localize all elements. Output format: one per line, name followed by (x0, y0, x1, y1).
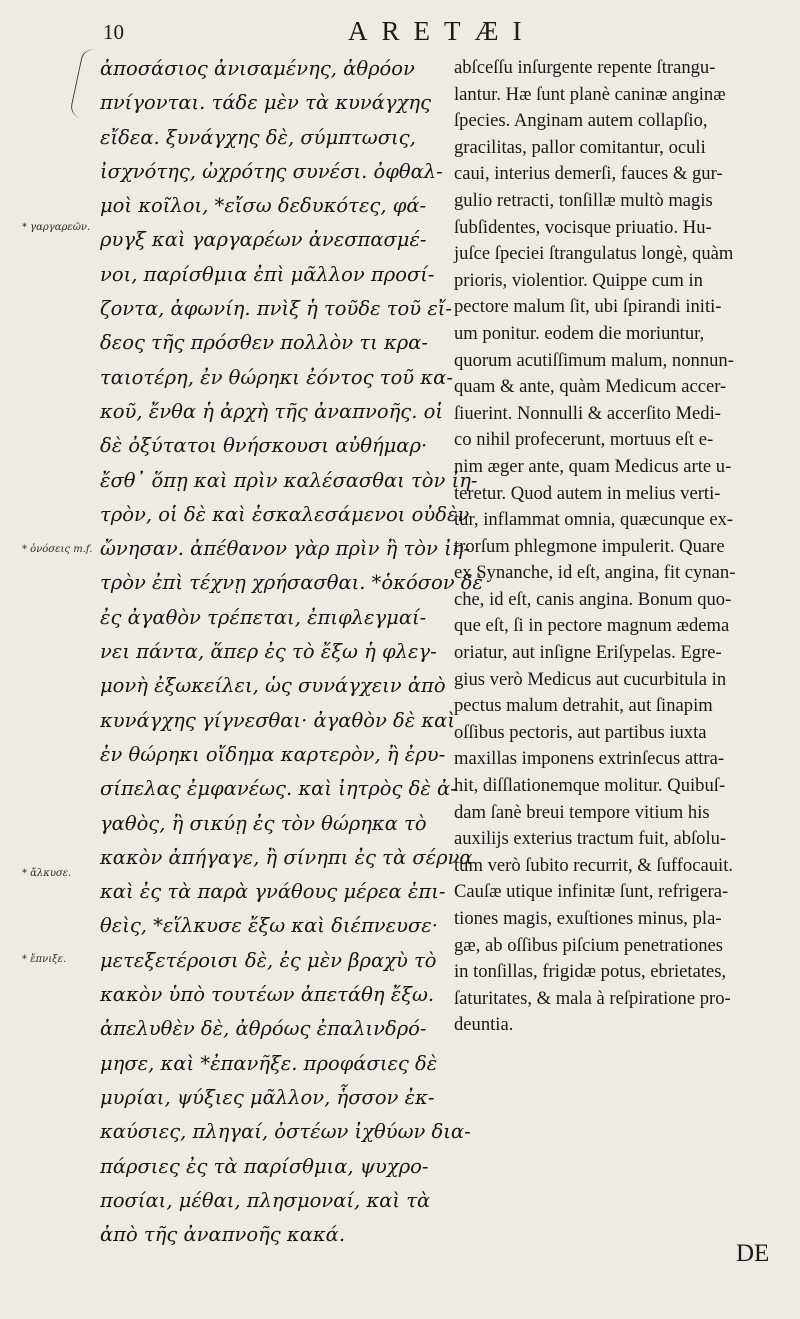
page-number: 10 (103, 20, 124, 44)
latin-text-line: nim æger ante, quam Medicus arte u- (454, 455, 732, 477)
greek-text-line: νοι, παρίσθμια ἐπὶ μᾶλλον προσί- (100, 262, 435, 286)
latin-text-line: ſiuerint. Nonnulli & accerſito Medi- (454, 402, 721, 424)
margin-note: * γαργαρεῶν. (22, 222, 91, 233)
margin-note: * ἄλκυσε. (22, 868, 72, 879)
opening-bracket-mark (69, 47, 98, 119)
greek-text-line: εἴδεα. ξυνάγχης δὲ, σύμπτωσις, (100, 125, 416, 149)
latin-text-line: tiones magis, exuſtiones minus, pla- (454, 908, 722, 929)
latin-text-column (454, 55, 784, 1039)
greek-text-line: ταιοτέρη, ἐν θώρηκι ἐόντος τοῦ κα- (100, 365, 453, 389)
latin-text-line: quam & ante, quàm Medicum accer- (454, 376, 727, 398)
greek-text-line: ἀπελυθὲν δὲ, ἀθρόως ἐπαλινδρό- (100, 1017, 427, 1041)
latin-text-line: gracilitas, pallor comitantur, oculi (454, 136, 706, 158)
latin-text-line: maxillas imponens extrinſecus attra- (454, 748, 725, 770)
greek-text-line: ἀποσάσιος ἀνισαμένης, ἀθρόον (100, 57, 415, 80)
latin-text-line: pectus malum detrahit, aut ſinapim (454, 695, 713, 717)
greek-text-line: μησε, καὶ *ἐπανῆξε. προφάσιες δὲ (100, 1051, 438, 1075)
greek-text-line: τρὸν ἐπὶ τέχνῃ χρήσασθαι. *ὁκόσον δὲ (100, 571, 484, 595)
greek-text-line: πνίγονται. τάδε μὲν τὰ κυνάγχης (100, 91, 432, 115)
greek-text-line: μυρίαι, ψύξιες μᾶλλον, ἧσσον ἐκ- (100, 1085, 435, 1109)
greek-text-line: μοὶ κοῖλοι, *εἴσω δεδυκότες, φά- (100, 194, 427, 218)
latin-text-line: teretur. Quod autem in melius verti- (454, 482, 721, 504)
greek-text-line: κυνάγχης γίγνεσθαι· ἀγαθὸν δὲ καὶ (100, 708, 455, 732)
greek-text-line: ἔσθ᾽ ὅπῃ καὶ πρὶν καλέσασθαι τὸν ἰη- (100, 468, 478, 492)
greek-text-line: ὤνησαν. ἀπέθανον γὰρ πρὶν ἢ τὸν ἰη- (100, 537, 471, 561)
latin-text-line: ſaturitates, & mala à reſpiratione pro- (454, 987, 731, 1009)
latin-text-line: caui, interius demerſi, fauces & gur- (454, 163, 723, 185)
greek-text-line: ζοντα, ἀφωνίη. πνὶξ ἡ τοῦδε τοῦ εἴ- (100, 297, 453, 321)
greek-text-line: κοῦ, ἔνθα ἡ ἀρχὴ τῆς ἀναπνοῆς. οἱ (100, 399, 443, 423)
greek-text-line: μετεξετέροισι δὲ, ἐς μὲν βραχὺ τὸ (100, 948, 437, 972)
latin-text-line: gulio retracti, tonſillæ multò magis (454, 189, 713, 211)
latin-text-line: auxilijs exterius tractum fuit, abſolu- (454, 828, 727, 850)
margin-note: * ἔπνιξε. (22, 954, 67, 965)
greek-text-line: ρυγξ καὶ γαργαρέων ἀνεσπασμέ- (100, 228, 427, 252)
margin-note: * ὀνόσεις m.f. (22, 544, 93, 555)
latin-text-line: prioris, violentior. Quippe cum in (454, 269, 703, 291)
running-head: ARETÆI (348, 16, 536, 46)
latin-text-line: lantur. Hæ ſunt planè caninæ anginæ (454, 83, 726, 105)
greek-text-line: ἐς ἀγαθὸν τρέπεται, ἐπιφλεγμαί- (100, 605, 427, 629)
greek-text-line: δὲ ὀξύτατοι θνήσκουσι αὐθήμαρ· (100, 434, 428, 458)
greek-text-line: δεος τῆς πρόσθεν πολλὸν τι κρα- (100, 331, 428, 355)
greek-text-line: σίπελας ἐμφανέως. καὶ ἰητρὸς δὲ ἀ- (100, 777, 457, 801)
latin-text-line: Cauſæ utique infinitæ ſunt, refrigera- (454, 881, 729, 903)
latin-text-line: quorum acutiſſimum malum, nonnun- (454, 349, 734, 371)
latin-text-line: dam ſanè breui tempore vitium his (454, 801, 710, 823)
latin-text-line: tur, inflammat omnia, quæcunque ex- (454, 509, 734, 531)
greek-text-line: ἐν θώρηκι οἴδημα καρτερὸν, ἢ ἐρυ- (100, 742, 446, 766)
latin-text-line: pectore malum ſit, ubi ſpirandi initi- (454, 296, 722, 318)
greek-text-line: θεὶς, *εἵλκυσε ἔξω καὶ διέπνευσε· (100, 914, 438, 938)
latin-text-line: gius verò Medicus aut cucurbitula in (454, 668, 727, 690)
latin-text-line: oſſibus pectoris, aut partibus iuxta (454, 721, 707, 743)
greek-text-line: γαθὸς, ἢ σικύῃ ἐς τὸν θώρηκα τὸ (100, 811, 427, 835)
latin-text-line: che, id eſt, canis angina. Bonum quo- (454, 588, 732, 610)
greek-text-line: καὶ ἐς τὰ παρὰ γνάθους μέρεα ἐπι- (100, 880, 446, 904)
greek-text-line: μονὴ ἐξωκείλει, ὡς συνάγχειν ἀπὸ (100, 674, 446, 698)
latin-text-line: oriatur, aut inſigne Eriſypelas. Egre- (454, 642, 722, 664)
latin-text-line: juſce ſpeciei ſtrangulatus longè, quàm (454, 243, 734, 265)
latin-text-line: trorſum phlegmone impulerit. Quare (454, 535, 725, 557)
latin-text-line: deuntia. (454, 1014, 514, 1036)
catchword: DE (736, 1240, 770, 1267)
latin-text-line: ſubſidentes, vocisque priuatio. Hu- (454, 216, 712, 238)
latin-text-line: tum verò ſubito recurrit, & ſuffocauit. (454, 854, 734, 876)
greek-text-line: ἀπὸ τῆς ἀναπνοῆς κακά. (100, 1223, 346, 1247)
greek-text-line: κακὸν ἀπήγαγε, ἢ σίνηπι ἐς τὰ σέρνα (100, 845, 473, 869)
latin-text-line: ſpecies. Anginam autem collapſio, (454, 110, 708, 132)
latin-text-line: in tonſillas, frigidæ potus, ebrietates, (454, 961, 727, 983)
greek-text-line: κακὸν ὑπὸ τουτέων ἀπετάθη ἔξω. (100, 983, 435, 1007)
greek-text-line: ποσίαι, μέθαι, πλησμοναί, καὶ τὰ (100, 1188, 431, 1212)
latin-text-line: um ponitur. eodem die moriuntur, (454, 322, 705, 344)
greek-text-line: τρὸν, οἱ δὲ καὶ ἐσκαλεσάμενοι οὐδὲν (100, 502, 470, 526)
latin-text-line: hit, diſſlationemque molitur. Quibuſ- (454, 775, 726, 797)
latin-text-line: que eſt, ſi in pectore magnum ædema (454, 615, 730, 637)
greek-text-line: ἰσχνότης, ὠχρότης συνέσι. ὀφθαλ- (100, 159, 443, 183)
greek-text-line: νει πάντα, ἅπερ ἐς τὸ ἔξω ἡ φλεγ- (100, 640, 437, 664)
greek-text-line: καύσιες, πληγαί, ὀστέων ἰχθύων δια- (100, 1120, 471, 1144)
latin-text-line: ex Synanche, id eſt, angina, fit cynan- (454, 562, 736, 584)
latin-text-line: gæ, ab oſſibus piſcium penetrationes (454, 934, 724, 956)
greek-text-line: πάρσιες ἐς τὰ παρίσθμια, ψυχρο- (100, 1154, 429, 1178)
latin-text-line: co nihil profecerunt, mortuus eſt e- (454, 429, 714, 451)
latin-text-line: abſceſſu inſurgente repente ſtrangu- (454, 57, 716, 78)
